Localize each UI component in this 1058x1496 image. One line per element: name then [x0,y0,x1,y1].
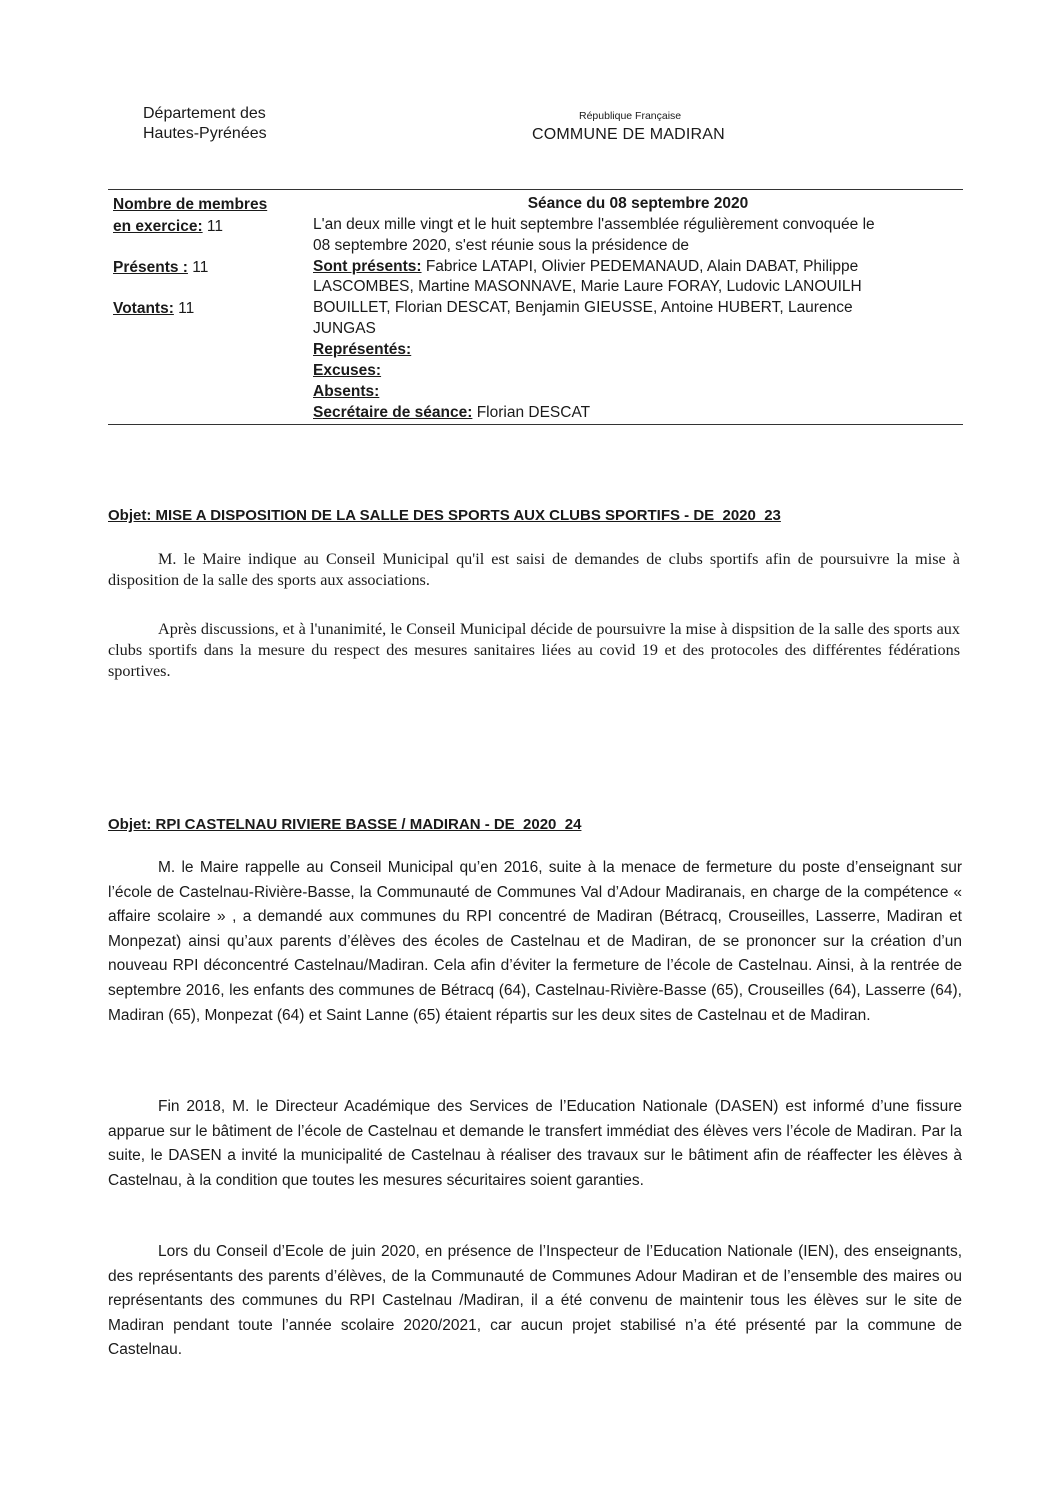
seance-intro-line1: L'an deux mille vingt et le huit septembre l'assemblée régulièrement convoquée le [313,216,875,233]
absents-label: Absents: [313,383,380,400]
department-block [143,104,267,144]
votants-value: 11 [173,300,195,317]
secretaire-row [313,404,590,422]
bottom-divider [108,424,963,425]
presents-names-1: Fabrice LATAPI, Olivier PEDEMANAUD, Alain DABAT, Philippe [421,258,859,275]
representes-label: Représentés: [313,341,412,358]
presents-list-line1 [313,258,858,276]
presents-list-line3: BOUILLET, Florian DESCAT, Benjamin GIEUSSE, Antoine HUBERT, Laurence [313,299,853,316]
seance-title: Séance du 08 septembre 2020 [527,195,749,212]
objet2-paragraph1: M. le Maire rappelle au Conseil Municipal qu’en 2016, suite à la menace de fermeture du poste d’enseignant sur l’école de Castelnau-Rivière-Basse, la Communauté de Communes Val d’Adour Madiranais, en charge de la compétence « affaire scolaire » , a demandé aux communes du RPI concentré de Madiran (Bétracq, Crouseilles, Lasserre, Madiran et Monpezat) ainsi qu’aux parents d’élèves des écoles de Castelnau et de Madiran, de se prononcer sur la création d’un nouveau RPI déconcentré Castelnau/Madiran. Cela afin d’éviter la fermeture de l’école de Castelnau. Ainsi, à la rentrée de septembre 2016, les enfants des communes de Bétracq (64), Castelnau-Rivière-Basse (65), Crouseilles (64), Lasserre (64), Madiran (65), Monpezat (64) et Saint Lanne (65) étaient répartis sur les deux sites de Castelnau et de Madiran. [108,859,962,1024]
sont-presents-label: Sont présents: [313,258,422,275]
exercice-row [113,218,223,236]
members-heading: Nombre de membres [113,196,268,213]
republic-label: République Française [579,110,682,122]
objet2-title: Objet: RPI CASTELNAU RIVIERE BASSE / MADIRAN - DE_2020_24 [108,816,582,833]
presents-row [113,259,208,277]
presents-list-line4: JUNGAS [313,320,376,337]
objet2-paragraph3: Lors du Conseil d’Ecole de juin 2020, en présence de l’Inspecteur de l’Education Nationale (IEN), des enseignants, des représentants des parents d’élèves, de la Communauté de Communes Adour Madiran et de l’ensemble des maires ou représentants des communes du RPI Castelnau /Madiran, il a été convenu de maintenir tous les élèves sur le site de Madiran pendant toute l’année scolaire 2020/2021, car aucun projet stabilisé n’a été présenté par la commune de Castelnau. [108,1243,962,1359]
objet2-paragraph2: Fin 2018, M. le Directeur Académique des Services de l’Education Nationale (DASEN) est informé d’une fissure apparue sur le bâtiment de l’école de Castelnau et demande le transfert immédiat des élèves vers l’école de Madiran. Par la suite, le DASEN a invité la municipalité de Castelnau à réaliser des travaux sur le bâtiment afin de réaffecter les élèves à Castelnau, à la condition que toutes les mesures sécuritaires soient garanties. [108,1098,962,1189]
exercice-value: 11 [202,218,224,235]
commune-title: COMMUNE DE MADIRAN [532,126,725,143]
presents-list-line2: LASCOMBES, Martine MASONNAVE, Marie Laure FORAY, Ludovic LANOUILH [313,278,862,295]
department-line2: Hautes-Pyrénées [143,125,267,142]
objet1-paragraph2: Après discussions, et à l'unanimité, le Conseil Municipal décide de poursuivre la mise à dispsition de la salle des sports aux clubs sportifs dans la mesure du respect des mesures sanitaires liées au covid 19 et des protocoles des différentes fédérations sportives. [108,620,960,680]
presents-value: 11 [187,259,209,276]
objet1-title: Objet: MISE A DISPOSITION DE LA SALLE DES SPORTS AUX CLUBS SPORTIFS - DE_2020_23 [108,507,781,524]
department-line1: Département des [143,105,266,122]
objet1-paragraph1: M. le Maire indique au Conseil Municipal qu'il est saisi de demandes de clubs sportifs afin de poursuivre la mise à disposition de la salle des sports aux associations. [108,550,960,589]
votants-label: Votants: [113,300,174,317]
secretaire-value: Florian DESCAT [472,404,591,421]
top-divider [108,189,963,190]
secretaire-label: Secrétaire de séance: [313,404,473,421]
excuses-label: Excuses: [313,362,382,379]
presents-label: Présents : [113,259,188,276]
votants-row [113,300,194,318]
exercice-label: en exercice: [113,218,203,235]
seance-intro-line2: 08 septembre 2020, s'est réunie sous la présidence de [313,237,690,254]
